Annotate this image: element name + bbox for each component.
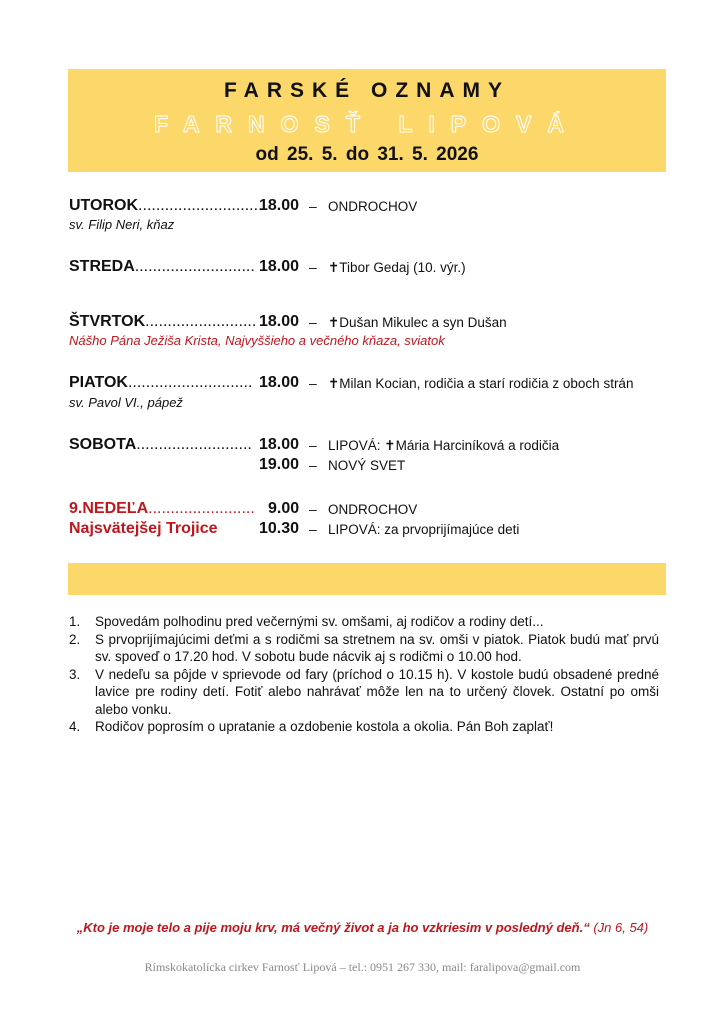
dash: – xyxy=(309,375,317,391)
schedule-row-saturday xyxy=(69,436,252,454)
mass-time: 18.00 xyxy=(259,313,300,330)
dash: – xyxy=(309,437,317,453)
list-item xyxy=(69,613,659,631)
item-text: Spovedám polhodinu pred večernými sv. omšami, aj rodičov a rodiny detí... xyxy=(95,614,544,629)
mass-time: 18.00 xyxy=(259,258,300,275)
schedule-row-thursday xyxy=(69,313,256,331)
dot-leader: .......................... xyxy=(136,436,252,453)
dash: – xyxy=(309,314,317,330)
mass-intention: ONDROCHOV xyxy=(328,199,418,214)
date-range: od 25. 5. do 31. 5. 2026 xyxy=(255,144,479,165)
feast-note: Nášho Pána Ježiša Krista, Najvyššieho a večného kňaza, sviatok xyxy=(69,333,445,348)
item-text: S prvoprijímajúcimi deťmi a s rodičmi sa stretnem na sv. omši v piatok. Piatok budú mať prvú sv. spoveď o 17.20 hod. V sobotu bude nácvik aj s rodičmi o 10.00 hod. xyxy=(95,631,659,664)
item-number: 4. xyxy=(69,719,81,734)
bible-quote xyxy=(0,920,725,935)
announcements-title: FARSKÉ OZNAMY xyxy=(223,79,510,102)
item-number: 2. xyxy=(69,631,81,647)
feast-note: sv. Pavol VI., pápež xyxy=(69,395,183,410)
dash: – xyxy=(309,457,317,473)
dot-leader: ............................ xyxy=(138,197,263,214)
day-label: PIATOK xyxy=(69,374,128,391)
dash: – xyxy=(309,521,317,537)
mass-intention: ✝Tibor Gedaj (10. výr.) xyxy=(328,260,466,275)
day-label: SOBOTA xyxy=(69,436,137,453)
quote-reference: (Jn 6, 54) xyxy=(593,920,649,935)
item-text: Rodičov poprosím o upratanie a ozdobenie kostola a okolia. Pán Boh zaplať! xyxy=(95,719,554,734)
dot-leader: ............................ xyxy=(127,374,253,391)
dash: – xyxy=(309,259,317,275)
mass-time-second: 10.30 xyxy=(259,520,300,537)
dot-leader: ......................... xyxy=(145,313,257,330)
list-item xyxy=(69,666,659,719)
day-label: ŠTVRTOK xyxy=(69,313,146,330)
mass-time: 9.00 xyxy=(268,500,300,517)
mass-intention: ONDROCHOV xyxy=(328,502,418,517)
list-item xyxy=(69,718,659,736)
section-divider-banner xyxy=(68,563,666,595)
item-number: 1. xyxy=(69,614,81,629)
mass-intention: LIPOVÁ: ✝Mária Harciníková a rodičia xyxy=(328,438,560,453)
day-label: UTOROK xyxy=(69,197,139,214)
feast-note: sv. Filip Neri, kňaz xyxy=(69,217,175,232)
parish-name: FARNOSŤ LIPOVÁ xyxy=(154,111,580,137)
list-item xyxy=(69,631,659,666)
mass-intention-second: LIPOVÁ: za prvoprijímajúce deti xyxy=(328,522,520,537)
dash: – xyxy=(309,501,317,517)
mass-intention: ✝Milan Kocian, rodičia a starí rodičia z oboch strán xyxy=(328,376,634,391)
mass-time: 18.00 xyxy=(259,374,300,391)
dash: – xyxy=(309,198,317,214)
sunday-feast-name: Najsvätejšej Trojice xyxy=(69,520,218,537)
mass-time: 18.00 xyxy=(259,436,300,453)
mass-time-second: 19.00 xyxy=(259,456,300,473)
schedule-row-sunday xyxy=(69,500,255,518)
mass-time: 18.00 xyxy=(259,197,300,214)
quote-text: „Kto je moje telo a pije moju krv, má večný život a ja ho vzkriesim v posledný deň.“ xyxy=(76,920,590,935)
header-banner xyxy=(68,69,666,172)
item-text: V nedeľu sa pôjde v sprievode od fary (príchod o 10.15 h). V kostole budú obsadené predné lavice pre rodiny detí. Fotiť alebo nahrávať môže len na to určený človek. Ostatní po omši alebo vonku. xyxy=(95,666,659,717)
contact-footer: Rímskokatolícka cirkev Farnosť Lipová – tel.: 0951 267 330, mail: faralipova@gmail.com xyxy=(144,960,581,974)
item-number: 3. xyxy=(69,666,81,682)
mass-intention: ✝Dušan Mikulec a syn Dušan xyxy=(328,315,507,330)
day-label: STREDA xyxy=(69,258,135,275)
schedule-row-wednesday xyxy=(69,258,255,276)
schedule-row-friday xyxy=(69,374,252,392)
announcements-list xyxy=(69,613,659,736)
mass-intention-second: NOVÝ SVET xyxy=(328,458,406,473)
day-label: 9.NEDEĽA xyxy=(69,500,149,517)
dot-leader: ........................... xyxy=(134,258,255,275)
dot-leader: ........................ xyxy=(148,500,255,517)
schedule-row-tuesday xyxy=(69,197,263,215)
